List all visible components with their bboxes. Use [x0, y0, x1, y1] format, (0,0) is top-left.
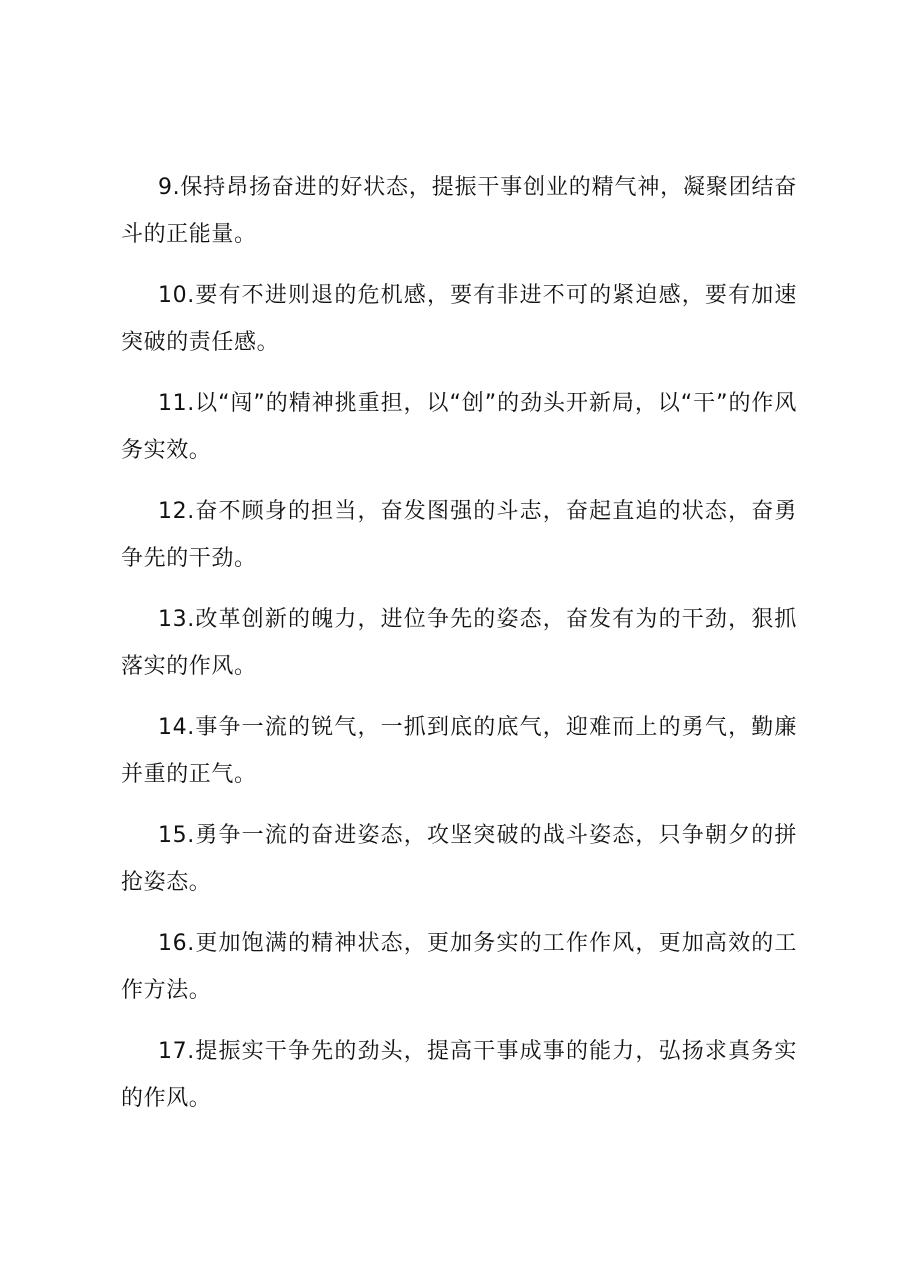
paragraph-15: 15.勇争一流的奋进姿态，攻坚突破的战斗姿态，只争朝夕的拼抢姿态。 — [121, 823, 797, 895]
paragraph-13: 13.改革创新的魄力，进位争先的姿态，奋发有为的干劲，狠抓落实的作风。 — [121, 607, 797, 679]
document-page — [121, 164, 797, 1136]
paragraph-12: 12.奋不顾身的担当，奋发图强的斗志，奋起直追的状态，奋勇争先的干劲。 — [121, 499, 797, 571]
paragraph-11: 11.以“闯”的精神挑重担，以“创”的劲头开新局，以“干”的作风务实效。 — [121, 391, 797, 463]
paragraph-10: 10.要有不进则退的危机感，要有非进不可的紧迫感，要有加速突破的责任感。 — [121, 283, 797, 355]
paragraph-9: 9.保持昂扬奋进的好状态，提振干事创业的精气神，凝聚团结奋斗的正能量。 — [121, 175, 797, 247]
paragraph-14: 14.事争一流的锐气，一抓到底的底气，迎难而上的勇气，勤廉并重的正气。 — [121, 715, 797, 787]
paragraph-17: 17.提振实干争先的劲头，提高干事成事的能力，弘扬求真务实的作风。 — [121, 1039, 797, 1111]
paragraph-16: 16.更加饱满的精神状态，更加务实的工作作风，更加高效的工作方法。 — [121, 931, 797, 1003]
